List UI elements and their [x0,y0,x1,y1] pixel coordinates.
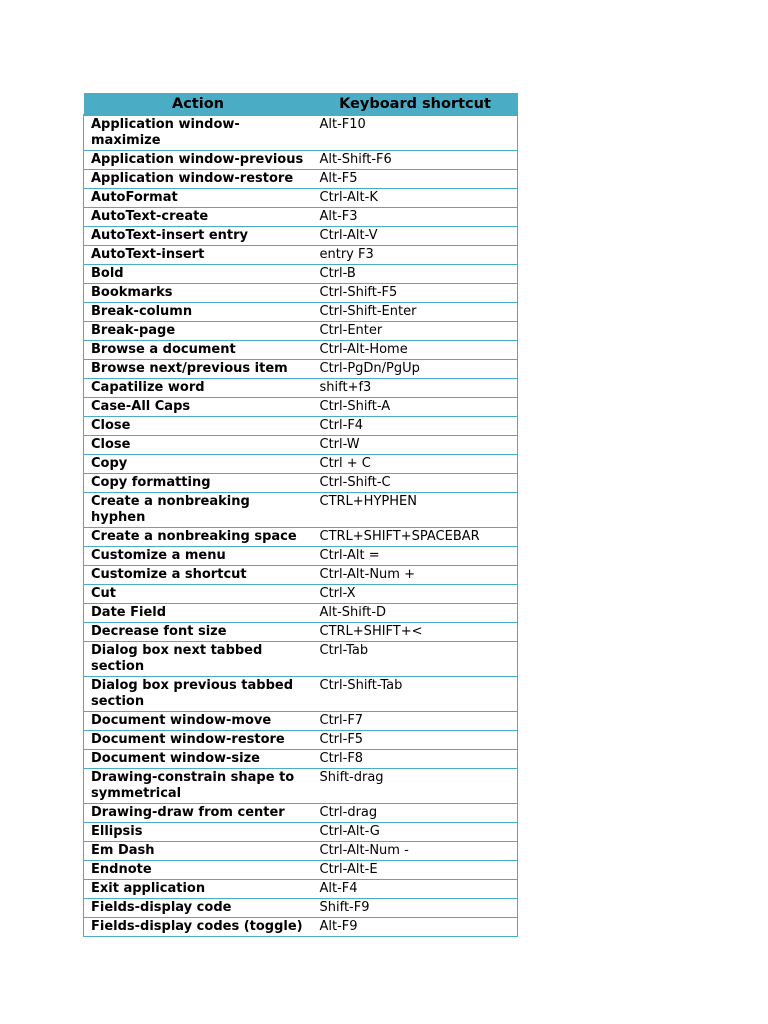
shortcut-cell: Ctrl-F5 [313,731,518,750]
shortcut-cell: shift+f3 [313,379,518,398]
shortcut-cell: Ctrl-Alt-G [313,823,518,842]
shortcut-cell: Alt-F5 [313,170,518,189]
shortcut-cell: Ctrl-Shift-Tab [313,677,518,712]
table-row [84,227,518,246]
action-cell: Dialog box next tabbed section [84,642,313,677]
table-row [84,284,518,303]
shortcut-cell: Alt-F3 [313,208,518,227]
action-cell: Fields-display code [84,899,313,918]
action-cell: AutoText-insert entry [84,227,313,246]
shortcut-cell: Ctrl-Shift-A [313,398,518,417]
table-row [84,474,518,493]
table-row [84,712,518,731]
shortcut-cell: CTRL+SHIFT+SPACEBAR [313,528,518,547]
action-cell: Em Dash [84,842,313,861]
action-cell: Date Field [84,604,313,623]
shortcut-cell: Alt-Shift-D [313,604,518,623]
table-row [84,322,518,341]
shortcut-cell: Ctrl-Alt-Home [313,341,518,360]
action-cell: Endnote [84,861,313,880]
shortcut-cell: Ctrl-F4 [313,417,518,436]
table-row [84,398,518,417]
action-cell: Document window-size [84,750,313,769]
shortcut-cell: entry F3 [313,246,518,265]
action-cell: Document window-restore [84,731,313,750]
action-cell: Decrease font size [84,623,313,642]
shortcut-cell: Ctrl + C [313,455,518,474]
shortcut-cell: Alt-F4 [313,880,518,899]
shortcut-cell: Ctrl-Alt-K [313,189,518,208]
shortcut-cell: Shift-F9 [313,899,518,918]
table-row [84,528,518,547]
table-row [84,189,518,208]
action-cell: Browse a document [84,341,313,360]
action-cell: Break-column [84,303,313,322]
table-row [84,880,518,899]
action-cell: Copy formatting [84,474,313,493]
action-cell: Bookmarks [84,284,313,303]
table-row [84,585,518,604]
action-cell: Create a nonbreaking hyphen [84,493,313,528]
action-cell: Fields-display codes (toggle) [84,918,313,937]
table-row [84,265,518,284]
shortcut-cell: Ctrl-Shift-F5 [313,284,518,303]
action-cell: AutoText-create [84,208,313,227]
action-cell: Close [84,417,313,436]
table-row [84,899,518,918]
action-cell: Ellipsis [84,823,313,842]
action-cell: Case-All Caps [84,398,313,417]
shortcut-cell: Ctrl-F7 [313,712,518,731]
action-cell: Application window-maximize [84,115,313,151]
action-cell: Break-page [84,322,313,341]
table-row [84,642,518,677]
shortcut-cell: Shift-drag [313,769,518,804]
shortcut-cell: Ctrl-W [313,436,518,455]
shortcut-cell: Ctrl-Alt-V [313,227,518,246]
action-cell: Exit application [84,880,313,899]
action-cell: Capatilize word [84,379,313,398]
header-row [84,93,518,115]
shortcut-cell: Ctrl-X [313,585,518,604]
action-cell: Document window-move [84,712,313,731]
action-cell: Application window-restore [84,170,313,189]
table-body [84,115,518,937]
action-cell: Copy [84,455,313,474]
table-row [84,493,518,528]
shortcut-cell: Ctrl-F8 [313,750,518,769]
table-row [84,246,518,265]
shortcut-cell: Ctrl-Alt = [313,547,518,566]
action-cell: AutoFormat [84,189,313,208]
action-cell: Browse next/previous item [84,360,313,379]
table-row [84,823,518,842]
table-row [84,918,518,937]
table-row [84,170,518,189]
action-cell: Create a nonbreaking space [84,528,313,547]
action-cell: AutoText-insert [84,246,313,265]
table-row [84,623,518,642]
table-header [84,93,518,115]
action-cell: Dialog box previous tabbed section [84,677,313,712]
shortcut-cell: Alt-Shift-F6 [313,151,518,170]
shortcut-cell: Ctrl-Shift-C [313,474,518,493]
table-row [84,208,518,227]
table-row [84,750,518,769]
table-row [84,677,518,712]
table-row [84,842,518,861]
table-row [84,417,518,436]
shortcut-cell: Alt-F10 [313,115,518,151]
table-row [84,547,518,566]
shortcut-cell: Alt-F9 [313,918,518,937]
table-row [84,861,518,880]
table-row [84,115,518,151]
shortcut-cell: CTRL+SHIFT+< [313,623,518,642]
table-row [84,151,518,170]
table-row [84,731,518,750]
shortcut-cell: Ctrl-drag [313,804,518,823]
action-cell: Close [84,436,313,455]
action-cell: Customize a menu [84,547,313,566]
table-row [84,604,518,623]
table-row [84,566,518,585]
action-cell: Customize a shortcut [84,566,313,585]
table-row [84,303,518,322]
column-header-keyboard-shortcut: Keyboard shortcut [313,93,518,115]
shortcut-cell: Ctrl-Alt-E [313,861,518,880]
action-cell: Cut [84,585,313,604]
action-cell: Bold [84,265,313,284]
action-cell: Application window-previous [84,151,313,170]
shortcut-cell: Ctrl-B [313,265,518,284]
table-row [84,455,518,474]
table-row [84,804,518,823]
shortcut-cell: Ctrl-PgDn/PgUp [313,360,518,379]
table-row [84,360,518,379]
shortcut-cell: Ctrl-Tab [313,642,518,677]
keyboard-shortcuts-table [83,93,518,937]
action-cell: Drawing-constrain shape to symmetrical [84,769,313,804]
table-row [84,379,518,398]
shortcut-cell: CTRL+HYPHEN [313,493,518,528]
table-row [84,341,518,360]
table-row [84,769,518,804]
shortcut-cell: Ctrl-Shift-Enter [313,303,518,322]
shortcut-cell: Ctrl-Enter [313,322,518,341]
column-header-action: Action [84,93,313,115]
action-cell: Drawing-draw from center [84,804,313,823]
shortcut-cell: Ctrl-Alt-Num - [313,842,518,861]
shortcut-cell: Ctrl-Alt-Num + [313,566,518,585]
table-row [84,436,518,455]
